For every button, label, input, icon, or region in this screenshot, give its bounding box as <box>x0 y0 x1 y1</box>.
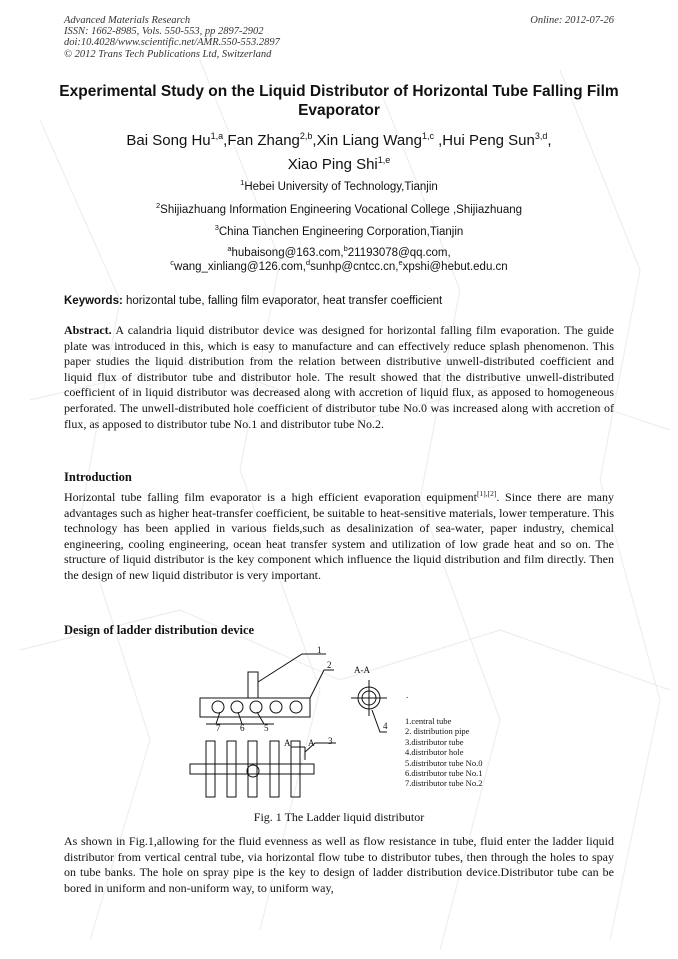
label-1: 1 <box>317 645 322 655</box>
section-label: A-A <box>354 665 370 675</box>
email-mark: a <box>227 244 232 254</box>
label-4: 4 <box>383 721 388 731</box>
keywords-text: horizontal tube, falling film evaporator, heat transfer coefficient <box>122 295 443 307</box>
issn-line: ISSN: 1662-8985, Vols. 550-553, pp 2897-2902 <box>64 26 264 38</box>
label-6: 6 <box>240 723 245 733</box>
author-name: Xiao Ping Shi <box>287 156 378 173</box>
intro-text-part: Horizontal tube falling film evaporator is a high efficient evaporation equipment <box>64 490 477 504</box>
leader-line-5 <box>257 712 264 724</box>
affiliation-3 <box>64 225 614 240</box>
doi-line: doi:10.4028/www.scientific.net/AMR.550-553.2897 <box>64 37 280 49</box>
paper-title: Experimental Study on the Liquid Distributor of Horizontal Tube Falling Film Evaporator <box>59 83 619 119</box>
author-name: Bai Song Hu <box>126 132 211 149</box>
distributor-tube-section <box>250 701 262 713</box>
legend-item: 4.distributor hole <box>405 747 464 758</box>
vertical-tube <box>248 741 257 797</box>
label-7: 7 <box>216 723 221 733</box>
online-date: Online: 2012-07-26 <box>530 15 614 26</box>
email-mark: d <box>305 258 311 268</box>
author-affiliation-mark: 1,e <box>377 155 391 165</box>
legend-item: 5.distributor tube No.0 <box>405 757 483 768</box>
keywords-label: Keywords: <box>64 295 123 307</box>
affiliation-1 <box>64 180 614 195</box>
affiliation-mark: 1 <box>240 178 245 188</box>
introduction-heading: Introduction <box>64 470 132 484</box>
email-c: wang_xinliang@126.com, <box>174 261 306 273</box>
copyright-line: © 2012 Trans Tech Publications Ltd, Switzerland <box>64 48 272 60</box>
abstract-text: A calandria liquid distributor device was designed for horizontal falling film evaporation. The guide plate was introduced in this, which is easy to manufacture and can effectively reduce splash phenomenon. This paper studies the liquid distribution from the relation between distributive unwell-distributed coefficient and liquid flux of distributor tube and distributor hole. The result showed that the distributive unwell-distributed coefficient of in liquid distributor was decreased along with accretion of liquid flux, as apposed to homogeneous perforated. The unwell-distributed hole coefficient of distributor tube No.0 was increased along with accretion of flux, as apposed to distributor tube No.1 and distributor tube No.2. <box>64 323 614 431</box>
figure-ladder-distributor <box>180 644 540 799</box>
affiliation-text: Hebei University of Technology,Tianjin <box>244 181 438 193</box>
legend-item: 7.distributor tube No.2 <box>405 778 483 789</box>
figure-caption: Fig. 1 The Ladder liquid distributor <box>253 810 425 824</box>
distributor-tube-section <box>270 701 282 713</box>
citation: [1],[2] <box>477 489 497 498</box>
keywords <box>64 295 614 307</box>
legend-item: 1.central tube <box>405 716 452 726</box>
author-name: Hui Peng Sun <box>442 132 535 149</box>
email-mark: c <box>170 258 175 268</box>
email-b: 21193078@qq.com, <box>347 247 451 259</box>
affiliation-text: Shijiazhuang Information Engineering Vocational College ,Shijiazhuang <box>160 204 523 216</box>
leader-line-1 <box>258 654 326 682</box>
figure-legend <box>405 716 482 789</box>
author-affiliation-mark: 1,a <box>210 131 224 141</box>
affiliation-mark: 3 <box>214 223 219 233</box>
email-line-2 <box>64 260 614 275</box>
affiliation-mark: 2 <box>155 201 161 211</box>
central-tube <box>248 672 258 698</box>
label-a-left: A <box>284 738 291 748</box>
author-affiliation-mark: 1,c <box>421 131 434 141</box>
design-heading: Design of ladder distribution device <box>64 623 255 637</box>
author-separator: , <box>312 132 317 149</box>
author-affiliation-mark: 2,b <box>299 131 313 141</box>
vertical-tube <box>227 741 236 797</box>
distributor-tube-section <box>290 701 302 713</box>
distributor-tube-section <box>212 701 224 713</box>
vertical-tube <box>291 741 300 797</box>
label-a-right: A <box>308 738 315 748</box>
email-line-1 <box>64 246 614 261</box>
label-dot: . <box>406 690 409 700</box>
label-5: 5 <box>264 723 269 733</box>
label-2: 2 <box>327 660 332 670</box>
email-mark: e <box>398 258 403 268</box>
introduction-text <box>64 490 614 584</box>
journal-header <box>64 15 444 60</box>
author-list <box>64 129 614 177</box>
vertical-tube <box>206 741 215 797</box>
leader-line-2 <box>310 670 334 698</box>
legend-item: 3.distributor tube <box>405 736 464 747</box>
distributor-tube-section <box>231 701 243 713</box>
author-name: Xin Liang Wang <box>316 132 422 149</box>
abstract <box>64 323 614 432</box>
abstract-label: Abstract. <box>64 323 112 337</box>
email-e: xpshi@hebut.edu.cn <box>402 261 508 273</box>
vertical-tube <box>270 741 279 797</box>
intro-text-part: . Since there are many advantages such as higher heat-transfer coefficient, be suitable to heat-sensitive materials, lower temperature. This technology has been applied in various fields,such as desalinization of sea-water, paper industry, chemical engineering, cooling engineering, ocean heat transfer system and utilization of low grade heat and so on. The structure of liquid distributor is the key component which influence the liquid distribution and film directly. Then the design of new liquid distributor is very important. <box>64 490 614 582</box>
author-separator: , <box>223 132 228 149</box>
legend-item: 6.distributor tube No.1 <box>405 768 483 779</box>
journal-name: Advanced Materials Research <box>64 15 191 26</box>
legend-item: 2. distribution pipe <box>405 726 470 737</box>
author-separator: , <box>433 132 443 149</box>
ladder-distributor-diagram <box>180 644 410 799</box>
affiliation-text: China Tianchen Engineering Corporation,Tianjin <box>218 226 464 238</box>
label-3: 3 <box>328 736 333 746</box>
email-mark: b <box>343 244 348 254</box>
email-d: sunhp@cntcc.cn, <box>310 261 399 273</box>
author-affiliation-mark: 3,d <box>534 131 548 141</box>
author-name: Fan Zhang <box>227 132 300 149</box>
affiliation-2 <box>64 203 614 218</box>
author-separator: , <box>547 132 552 149</box>
body-text: As shown in Fig.1,allowing for the fluid evenness as well as flow resistance in tube, fluid enter the ladder liquid distributor from vertical central tube, via horizontal flow tube to distributor tubes, then through the holes to spay on tube banks. The hole on spray pipe is the key to design of ladder distribution device.Distributor tube can be bored in uniform and non-uniform way, to uniform way, <box>64 834 614 895</box>
email-a: hubaisong@163.com, <box>231 247 344 259</box>
